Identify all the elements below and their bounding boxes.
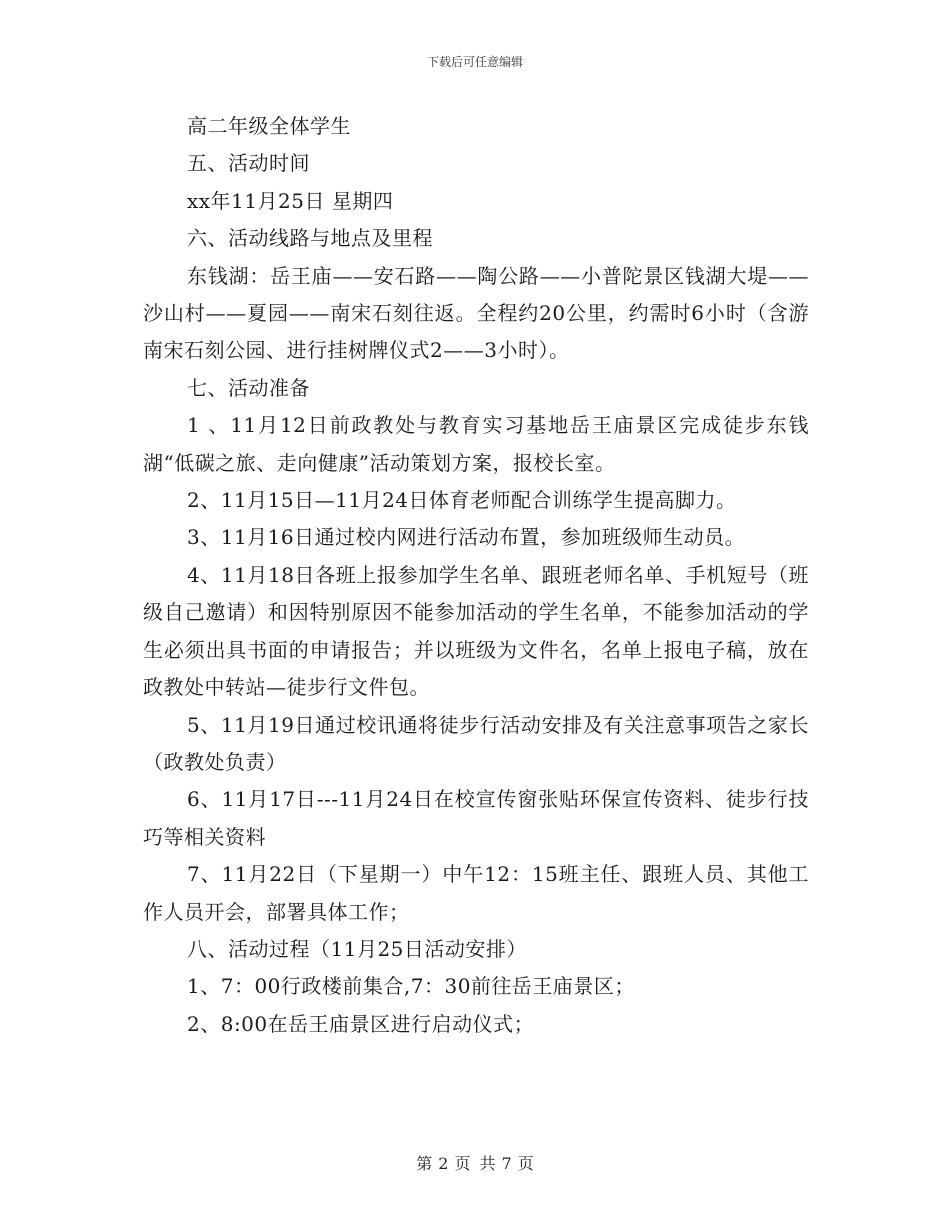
heading-preparation: 七、活动准备 bbox=[187, 375, 310, 400]
footer-page-number: 2 bbox=[438, 1154, 449, 1173]
page-footer bbox=[0, 1151, 950, 1174]
list-item-prep-3: 3、11月16日通过校内网进行活动布置，参加班级师生动员。 bbox=[187, 525, 746, 550]
list-item-prep-6: 6、11月17日---11月24日在校宣传窗张贴环保宣传资料、徒步行技巧等相关资料 bbox=[143, 787, 809, 849]
heading-route: 六、活动线路与地点及里程 bbox=[187, 226, 433, 251]
list-item-prep-7: 7、11月22日（下星期一）中午12：15班主任、跟班人员、其他工作人员开会，部署具体工作； bbox=[143, 862, 809, 924]
paragraph-route-detail: 东钱湖：岳王庙——安石路——陶公路——小普陀景区钱湖大堤——沙山村——夏园——南宋石刻往返。全程约20公里，约需时6小时（含游南宋石刻公园、进行挂树牌仪式2——3小时）。 bbox=[143, 263, 809, 363]
heading-activity-time: 五、活动时间 bbox=[187, 151, 310, 176]
footer-suffix: 页 bbox=[517, 1154, 534, 1173]
footer-prefix: 第 bbox=[416, 1154, 433, 1173]
document-body bbox=[143, 108, 809, 1043]
list-item-prep-5: 5、11月19日通过校讯通将徒步行活动安排及有关注意事项告之家长（政教处负责） bbox=[143, 712, 809, 774]
footer-total-pages: 7 bbox=[501, 1154, 512, 1173]
list-item-process-1: 1、7：00行政楼前集合,7：30前往岳王庙景区； bbox=[187, 974, 635, 999]
list-item-prep-1: 1 、11月12日前政教处与教育实习基地岳王庙景区完成徒步东钱湖“低碳之旅、走向健康”活动策划方案，报校长室。 bbox=[143, 413, 809, 475]
heading-process: 八、活动过程（11月25日活动安排） bbox=[187, 936, 527, 961]
page-header-note: 下载后可任意编辑 bbox=[426, 55, 523, 69]
paragraph-date: xx年11月25日 星期四 bbox=[187, 188, 394, 213]
paragraph-participants: 高二年级全体学生 bbox=[187, 114, 351, 138]
list-item-prep-4: 4、11月18日各班上报参加学生名单、跟班老师名单、手机短号（班级自己邀请）和因特别原因不能参加活动的学生名单，不能参加活动的学生必须出具书面的申请报告；并以班级为文件名，名单上报电子稿，放在政教处中转站—徒步行文件包。 bbox=[143, 562, 809, 700]
footer-middle: 页 共 bbox=[454, 1154, 496, 1173]
list-item-prep-2: 2、11月15日—11月24日体育老师配合训练学生提高脚力。 bbox=[187, 488, 737, 513]
list-item-process-2: 2、8:00在岳王庙景区进行启动仪式； bbox=[187, 1011, 535, 1036]
